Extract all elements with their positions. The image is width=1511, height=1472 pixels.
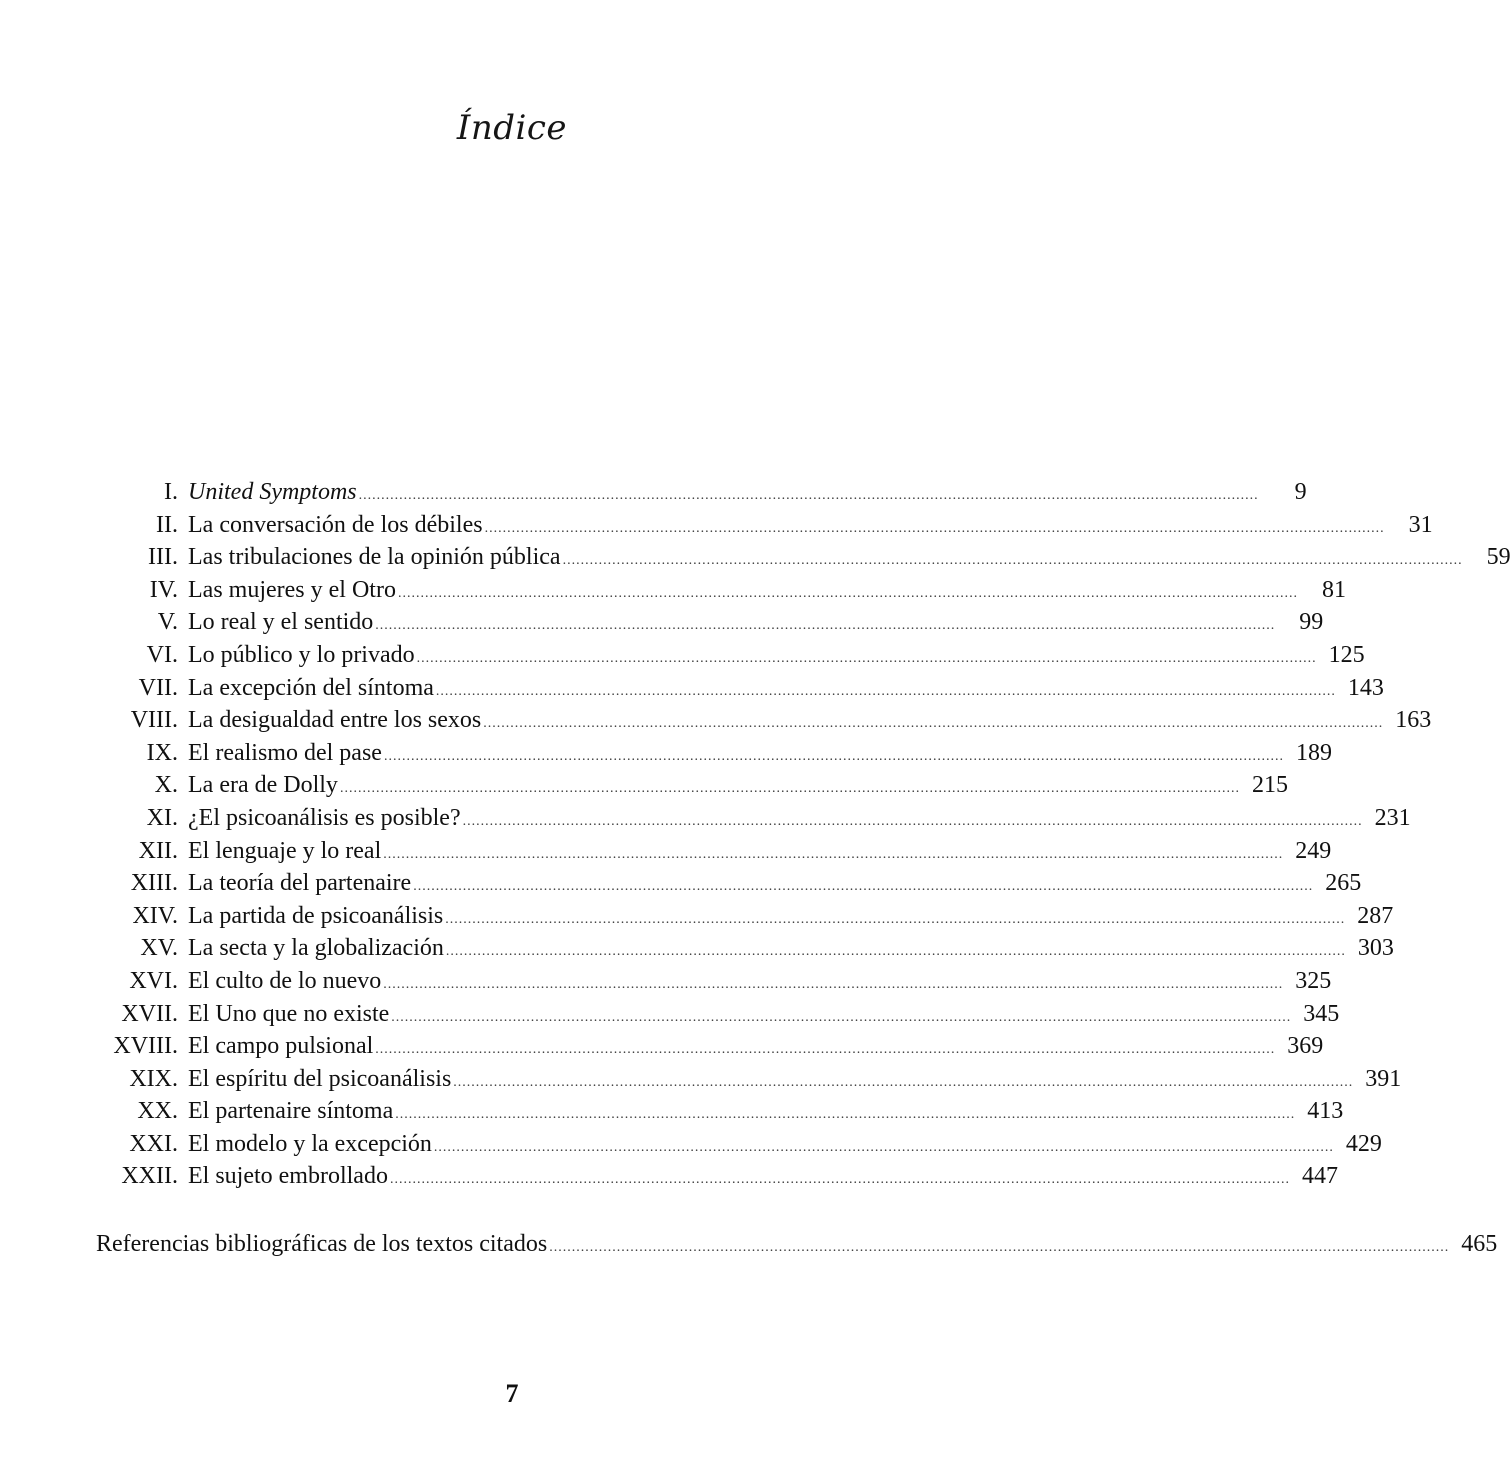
chapter-page-number: 345 [1303,1000,1340,1027]
dot-leader: ........................................................................................................................................................................................................ [375,618,1276,634]
chapter-number: IX. [146,739,178,766]
chapter-title: La excepción del síntoma [188,674,434,701]
chapter-number: XII. [138,837,178,864]
dot-leader: ........................................................................................................................................................................................................ [339,781,1240,797]
toc-entry[interactable] [100,932,1394,965]
references-page-number: 465 [1461,1231,1498,1257]
toc-entry[interactable] [100,704,1432,737]
chapter-title: Las mujeres y el Otro [188,576,396,603]
toc-entry[interactable] [100,574,1346,607]
chapter-number: XVIII. [113,1033,178,1060]
dot-leader: ........................................................................................................................................................................................................ [562,553,1463,569]
dot-leader: ........................................................................................................................................................................................................ [395,1107,1296,1123]
dot-leader: ........................................................................................................................................................................................................ [484,520,1385,536]
chapter-number: XV. [140,935,178,962]
toc-entry[interactable] [100,476,1307,509]
chapter-number: XIII. [130,870,178,897]
chapter-number: XI. [146,804,178,831]
dot-leader: ........................................................................................................................................................................................................ [453,1074,1354,1090]
chapter-title: El campo pulsional [188,1033,374,1060]
chapter-title: Lo real y el sentido [188,609,374,636]
chapter-number: IV. [149,576,178,603]
toc-entry[interactable] [100,672,1384,705]
chapter-page-number: 391 [1365,1065,1402,1092]
table-of-contents [100,476,1511,1193]
chapter-title: El lenguaje y lo real [188,837,382,864]
toc-entry[interactable] [100,998,1340,1031]
chapter-page-number: 99 [1299,609,1324,636]
chapter-number: XIV. [132,902,178,929]
toc-entry[interactable] [100,541,1511,574]
chapter-number: I. [164,479,178,505]
dot-leader: ........................................................................................................................................................................................................ [383,846,1284,862]
chapter-page-number: 325 [1295,967,1332,994]
toc-entry[interactable] [100,965,1332,998]
chapter-number: VII. [138,674,178,701]
dot-leader: ........................................................................................................................................................................................................ [549,1240,1450,1255]
toc-entry[interactable] [100,802,1411,835]
chapter-page-number: 265 [1325,870,1362,897]
chapter-page-number: 189 [1295,739,1332,766]
chapter-title: Las tribulaciones de la opinión pública [188,544,561,571]
chapter-title: El partenaire síntoma [188,1098,394,1125]
chapter-number: XVI. [129,967,178,994]
chapter-title: El modelo y la excepción [188,1130,432,1157]
chapter-number: XX. [137,1098,178,1125]
toc-entry[interactable] [100,1095,1344,1128]
chapter-title: El espíritu del psicoanálisis [188,1065,452,1092]
chapter-page-number: 287 [1357,902,1394,929]
dot-leader: ........................................................................................................................................................................................................ [389,1172,1290,1188]
toc-entry[interactable] [100,509,1433,542]
chapter-number: II. [156,511,178,538]
chapter-page-number: 143 [1347,674,1384,701]
dot-leader: ........................................................................................................................................................................................................ [383,748,1284,764]
chapter-title: United Symptoms [188,479,357,505]
chapter-page-number: 215 [1251,772,1288,799]
toc-entry[interactable] [100,900,1394,933]
chapter-title: El sujeto embrollado [188,1163,388,1190]
dot-leader: ........................................................................................................................................................................................................ [462,813,1363,829]
dot-leader: ........................................................................................................................................................................................................ [416,650,1317,666]
toc-entry[interactable] [100,835,1332,868]
toc-entry[interactable] [100,867,1362,900]
toc-entry[interactable] [100,606,1324,639]
chapter-page-number: 249 [1295,837,1332,864]
chapter-page-number: 31 [1408,511,1433,538]
chapter-number: XVII. [121,1000,178,1027]
chapter-title: La era de Dolly [188,772,338,799]
dot-leader: ........................................................................................................................................................................................................ [358,488,1259,503]
chapter-page-number: 81 [1321,576,1346,603]
toc-entry[interactable] [100,1160,1338,1193]
chapter-title: La conversación de los débiles [188,511,483,538]
chapter-number: XXII. [121,1163,178,1190]
dot-leader: ........................................................................................................................................................................................................ [413,879,1314,895]
dot-leader: ........................................................................................................................................................................................................ [483,716,1384,732]
chapter-number: V. [157,609,178,636]
chapter-page-number: 9 [1294,479,1307,505]
chapter-title: La secta y la globalización [188,935,444,962]
chapter-page-number: 413 [1307,1098,1344,1125]
chapter-page-number: 303 [1357,935,1394,962]
chapter-title: El culto de lo nuevo [188,967,382,994]
chapter-number: III. [148,544,178,571]
dot-leader: ........................................................................................................................................................................................................ [397,585,1298,601]
chapter-page-number: 447 [1301,1163,1338,1190]
chapter-title: La teoría del partenaire [188,870,412,897]
chapter-number: XIX. [129,1065,178,1092]
chapter-page-number: 163 [1395,707,1432,734]
toc-entry[interactable] [100,1030,1324,1063]
chapter-title: La partida de psicoanálisis [188,902,444,929]
toc-entry[interactable] [100,769,1288,802]
chapter-title: Lo público y lo privado [188,641,415,668]
dot-leader: ........................................................................................................................................................................................................ [445,911,1346,927]
dot-leader: ........................................................................................................................................................................................................ [435,683,1336,699]
toc-entry[interactable] [100,1128,1382,1161]
chapter-page-number: 369 [1287,1033,1324,1060]
toc-entry[interactable] [100,737,1332,770]
chapter-number: XXI. [129,1130,178,1157]
chapter-page-number: 59 [1486,544,1511,571]
chapter-title: La desigualdad entre los sexos [188,707,482,734]
dot-leader: ........................................................................................................................................................................................................ [375,1042,1276,1058]
references-entry[interactable] [96,1228,1498,1264]
dot-leader: ........................................................................................................................................................................................................ [445,944,1346,960]
chapter-page-number: 125 [1328,641,1365,668]
chapter-number: VI. [146,641,178,668]
chapter-page-number: 429 [1345,1130,1382,1157]
chapter-number: VIII. [130,707,178,734]
references-title: Referencias bibliográficas de los textos citados [96,1231,548,1257]
chapter-title: El realismo del pase [188,739,382,766]
dot-leader: ........................................................................................................................................................................................................ [433,1139,1334,1155]
chapter-title: El Uno que no existe [188,1000,390,1027]
chapter-page-number: 231 [1374,804,1411,831]
toc-entry[interactable] [100,639,1365,672]
chapter-title: ¿El psicoanálisis es posible? [188,804,461,831]
dot-leader: ........................................................................................................................................................................................................ [391,1009,1292,1025]
dot-leader: ........................................................................................................................................................................................................ [383,976,1284,992]
page-title: Índice [456,108,568,148]
page-number: 7 [505,1379,519,1408]
chapter-number: X. [154,772,178,799]
toc-entry[interactable] [100,1063,1402,1096]
